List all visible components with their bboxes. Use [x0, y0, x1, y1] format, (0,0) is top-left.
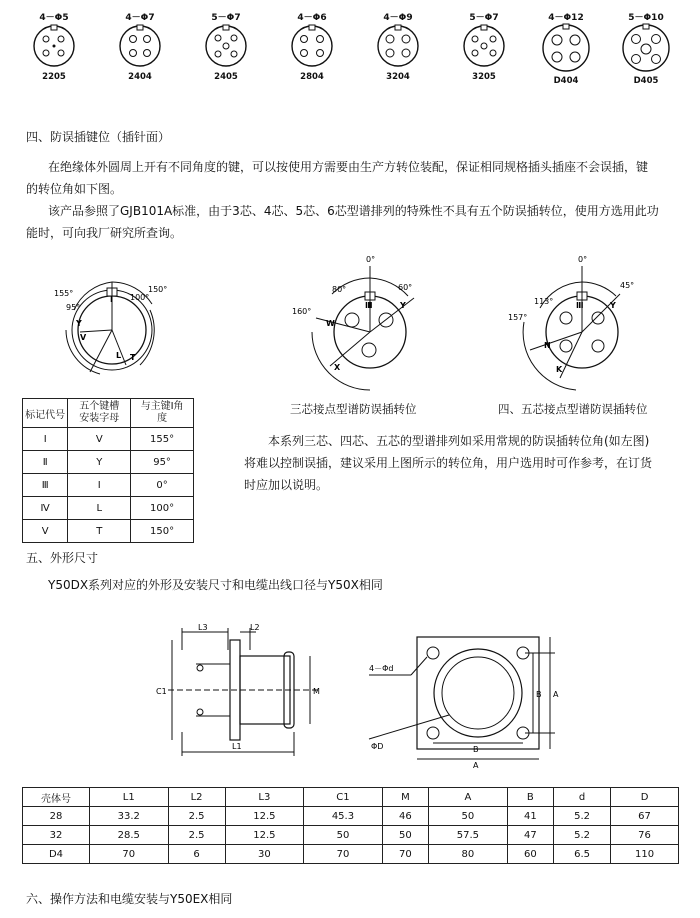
table-cell: 57.5 — [429, 826, 508, 845]
connector-pin-spec: 4－Φ5 — [39, 13, 69, 23]
connector-pin-spec: 5－Φ7 — [211, 13, 241, 23]
angle-100: 100° — [130, 293, 150, 302]
connector-pin-spec: 5－Φ10 — [628, 13, 664, 23]
table-header: d — [554, 788, 611, 807]
connector-model: 2404 — [128, 72, 152, 82]
key-y: Y — [400, 301, 406, 310]
dim-b-side-label: B — [536, 690, 542, 699]
connector-D405 — [606, 10, 686, 86]
table-cell: I — [68, 474, 131, 497]
connector-face-icon — [116, 22, 164, 70]
table-cell: 100° — [131, 497, 194, 520]
table-cell: 28.5 — [90, 826, 169, 845]
table-cell: Ⅱ — [23, 451, 68, 474]
table-cell: L — [68, 497, 131, 520]
table-row — [23, 845, 679, 864]
dim-c1-label: C1 — [156, 687, 167, 696]
dim-holes-label: 4－Φd — [369, 664, 394, 673]
dim-m-label: M — [313, 687, 320, 696]
connector-2405 — [186, 10, 266, 82]
table-cell: T — [68, 520, 131, 543]
table-cell: 46 — [382, 807, 428, 826]
connector-2804 — [272, 10, 352, 82]
table-row — [23, 520, 194, 543]
table-cell: 5.2 — [554, 826, 611, 845]
key-y: Y — [610, 301, 616, 310]
section5-title: 五、外形尺寸 — [26, 551, 99, 565]
section5-desc: Y50DX系列对应的外形及安装尺寸和电缆出线口径与Y50X相同 — [48, 578, 383, 592]
table-header: C1 — [304, 788, 383, 807]
table-row — [23, 807, 679, 826]
table-cell: 0° — [131, 474, 194, 497]
connector-model: D405 — [633, 76, 659, 86]
table-cell: 12.5 — [225, 807, 304, 826]
connector-pin-layouts — [14, 10, 690, 110]
connector-model: 2205 — [42, 72, 66, 82]
key-k: K — [556, 365, 563, 374]
table-cell: 70 — [304, 845, 383, 864]
table-cell: 50 — [382, 826, 428, 845]
table-cell: Ⅰ — [23, 428, 68, 451]
dim-b-bottom-label: B — [473, 745, 479, 754]
section4-para1-line1: 在绝缘体外圆周上开有不同角度的键，可以按使用方需要由生产方转位装配，保证相同规格插头插座不会误插，键 — [48, 160, 649, 174]
connector-3204 — [358, 10, 438, 82]
angle-60: 60° — [398, 283, 413, 292]
dim-a-bottom-label: A — [473, 761, 479, 770]
standard-key-position-diagram — [40, 270, 180, 390]
section4-para2-line1: 该产品参照了GJB101A标准，由于3芯、4芯、5芯、6芯型谱排列的特殊性不具有五个防误插转位，使用方选用此功 — [48, 204, 659, 218]
table-cell: 50 — [304, 826, 383, 845]
angle-0: 0° — [366, 255, 376, 264]
dim-l2-label: L2 — [250, 623, 260, 632]
table-cell: 2.5 — [168, 807, 225, 826]
table-cell: 95° — [131, 451, 194, 474]
section6-title: 六、操作方法和电缆安装与Y50EX相同 — [26, 892, 233, 906]
connector-pin-spec: 4－Φ7 — [125, 13, 155, 23]
front-view-drawing — [365, 625, 565, 770]
table-cell: 50 — [429, 807, 508, 826]
table-header: 与主键I角度 — [131, 399, 194, 428]
side-view-drawing — [150, 620, 325, 760]
dim-l3-label: L3 — [198, 623, 208, 632]
connector-2404 — [100, 10, 180, 82]
table-cell: 28 — [23, 807, 90, 826]
key-x: X — [334, 363, 341, 372]
connector-2205 — [14, 10, 94, 82]
table-cell: 76 — [611, 826, 679, 845]
connector-face-icon — [374, 22, 422, 70]
key-iii: Ⅲ — [365, 301, 373, 310]
table-header: L1 — [90, 788, 169, 807]
table-row — [23, 451, 194, 474]
table-cell: 155° — [131, 428, 194, 451]
connector-face-icon — [288, 22, 336, 70]
table-header: 标记代号 — [23, 399, 68, 428]
table-header: 五个键槽安装字母 — [68, 399, 131, 428]
connector-pin-spec: 4－Φ6 — [297, 13, 327, 23]
table-cell: V — [68, 428, 131, 451]
section4-title: 四、防误插键位（插针面） — [26, 130, 171, 144]
table-cell: Ⅴ — [23, 520, 68, 543]
key-n: N — [544, 341, 551, 350]
four-five-core-key-diagram — [500, 252, 650, 392]
angle-113: 113° — [534, 297, 554, 306]
table-cell: 60 — [507, 845, 553, 864]
connector-face-icon — [540, 22, 592, 74]
table-header: 壳体号 — [23, 788, 90, 807]
table-cell: 70 — [90, 845, 169, 864]
connector-model: 2405 — [214, 72, 238, 82]
table-cell: 70 — [382, 845, 428, 864]
dim-d-label: ΦD — [371, 742, 384, 751]
table-cell: 67 — [611, 807, 679, 826]
table-cell: 5.2 — [554, 807, 611, 826]
angle-95: 95° — [66, 303, 81, 312]
table-header: L3 — [225, 788, 304, 807]
connector-pin-spec: 4－Φ9 — [383, 13, 413, 23]
table-cell: 80 — [429, 845, 508, 864]
connector-pin-spec: 5－Φ7 — [469, 13, 499, 23]
connector-model: 3205 — [472, 72, 496, 82]
angle-80: 80° — [332, 285, 347, 294]
table-header: B — [507, 788, 553, 807]
table-header: A — [429, 788, 508, 807]
connector-model: D404 — [553, 76, 579, 86]
connector-model: 2804 — [300, 72, 324, 82]
table-cell: D4 — [23, 845, 90, 864]
table-cell: 150° — [131, 520, 194, 543]
connector-face-icon — [620, 22, 672, 74]
connector-D404 — [526, 10, 606, 86]
three-core-key-diagram — [290, 252, 430, 392]
table-cell: 6.5 — [554, 845, 611, 864]
table-cell: 47 — [507, 826, 553, 845]
dimensions-table — [22, 787, 679, 864]
key-t: T — [130, 353, 136, 362]
table-header: D — [611, 788, 679, 807]
table-cell: 110 — [611, 845, 679, 864]
four-five-core-caption: 四、五芯接点型谱防误插转位 — [498, 402, 648, 416]
key-v: V — [80, 333, 87, 342]
section4-para2-line2: 能时，可向我厂研究所查询。 — [26, 226, 183, 240]
connector-face-icon — [202, 22, 250, 70]
dim-l1-label: L1 — [232, 742, 242, 751]
connector-3205 — [444, 10, 524, 82]
connector-model: 3204 — [386, 72, 410, 82]
table-cell: 45.3 — [304, 807, 383, 826]
table-cell: 30 — [225, 845, 304, 864]
key-iii: Ⅲ — [576, 301, 584, 310]
angle-0: 0° — [578, 255, 588, 264]
table-row — [23, 497, 194, 520]
key-y: Y — [76, 319, 82, 328]
angle-160: 160° — [292, 307, 312, 316]
angle-157: 157° — [508, 313, 528, 322]
section4-para1-line2: 的转位角如下图。 — [26, 182, 123, 196]
table-cell: 2.5 — [168, 826, 225, 845]
table-cell: Y — [68, 451, 131, 474]
note-line2: 将难以控制误插，建议采用上图所示的转位角，用户选用时可作参考，在订货 — [244, 456, 653, 470]
connector-face-icon — [460, 22, 508, 70]
table-cell: 32 — [23, 826, 90, 845]
table-cell: 41 — [507, 807, 553, 826]
key-i: I — [110, 295, 113, 304]
key-position-table — [22, 398, 194, 543]
key-l: L — [116, 351, 122, 360]
note-line3: 时应加以说明。 — [244, 478, 329, 492]
dim-a-side-label: A — [553, 690, 559, 699]
table-cell: Ⅳ — [23, 497, 68, 520]
table-cell: Ⅲ — [23, 474, 68, 497]
table-row — [23, 474, 194, 497]
note-line1: 本系列三芯、四芯、五芯的型谱排列如采用常规的防误插转位角(如左图) — [268, 434, 650, 448]
connector-face-icon — [30, 22, 78, 70]
table-cell: 12.5 — [225, 826, 304, 845]
connector-pin-spec: 4－Φ12 — [548, 13, 584, 23]
angle-45: 45° — [620, 281, 635, 290]
table-header: M — [382, 788, 428, 807]
key-w: W — [326, 319, 335, 328]
table-row — [23, 428, 194, 451]
angle-155: 155° — [54, 289, 74, 298]
table-row — [23, 826, 679, 845]
table-header-row — [23, 399, 194, 428]
table-header: L2 — [168, 788, 225, 807]
table-header-row — [23, 788, 679, 807]
three-core-caption: 三芯接点型谱防误插转位 — [290, 402, 417, 416]
table-cell: 6 — [168, 845, 225, 864]
angle-150: 150° — [148, 285, 168, 294]
table-cell: 33.2 — [90, 807, 169, 826]
